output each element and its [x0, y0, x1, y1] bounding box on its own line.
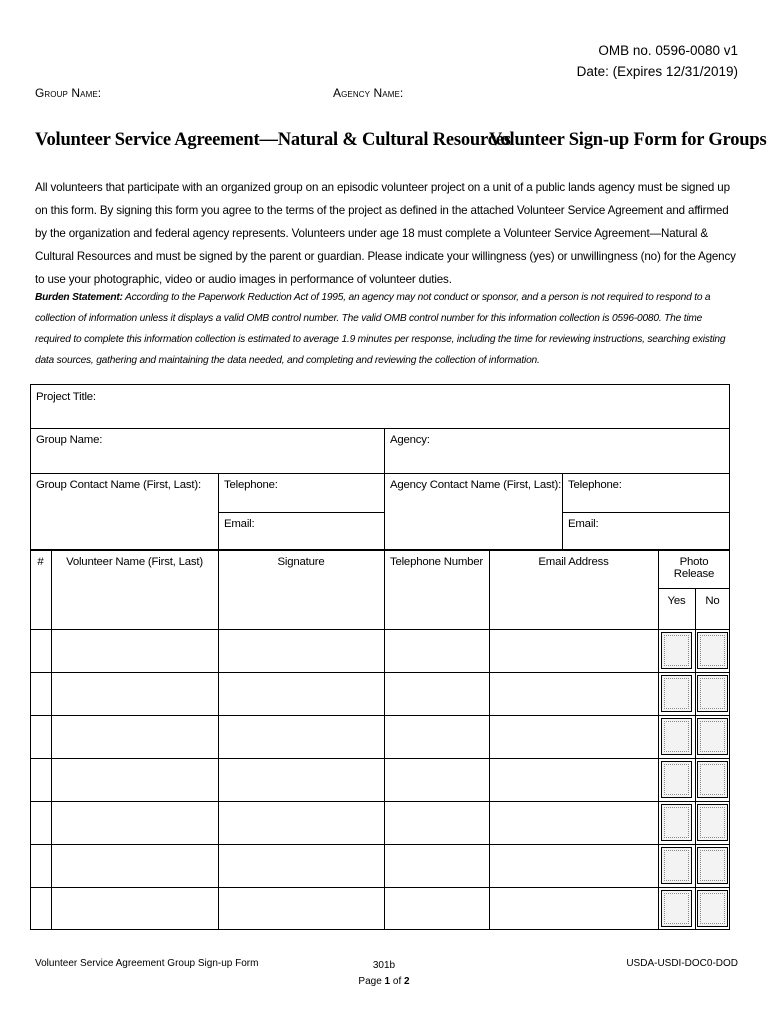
- group-email-field[interactable]: Email:: [224, 518, 255, 530]
- group-contact-field[interactable]: Group Contact Name (First, Last):: [36, 479, 201, 491]
- page-total: 2: [404, 976, 410, 987]
- agency-telephone-field[interactable]: Telephone:: [568, 479, 622, 491]
- agency-field[interactable]: Agency:: [390, 434, 430, 446]
- intro-paragraph: All volunteers that participate with an organized group on an episodic volunteer project on a unit of a public lands agency must be signed up on this form. By signing this form you agree to the terms of the project as defined in the attached Volunteer Service Agreement and affirmed by the organization and federal agency represents. Volunteers under age 18 must complete a Volunteer Service Agreement—Natural & Cultural Resources and must be signed by the parent or guardian. Please indicate your willingness (yes) or unwillingness (no) for the Agency to use your photographic, video or audio images in performance of volunteer duties.: [35, 181, 736, 286]
- form-title: Volunteer Sign-up Form for Groups: [489, 130, 767, 150]
- group-name-field[interactable]: Group Name:: [36, 434, 103, 446]
- burden-label: Burden Statement:: [35, 292, 123, 303]
- photo-no-checkbox[interactable]: [697, 890, 728, 927]
- burden-statement: [35, 287, 740, 371]
- col-photo-no: No: [705, 595, 720, 607]
- agency-email-field[interactable]: Email:: [568, 518, 599, 530]
- omb-info: [577, 40, 738, 82]
- photo-yes-checkbox[interactable]: [661, 890, 692, 927]
- photo-yes-checkbox[interactable]: [661, 761, 692, 798]
- photo-yes-checkbox[interactable]: [661, 718, 692, 755]
- col-signature: Signature: [277, 556, 325, 568]
- footer-form-number: 301b: [372, 960, 396, 971]
- photo-no-checkbox[interactable]: [697, 847, 728, 884]
- agency-name-header-label: Agency Name:: [333, 86, 404, 100]
- photo-no-checkbox[interactable]: [697, 761, 728, 798]
- photo-yes-checkbox[interactable]: [661, 847, 692, 884]
- photo-yes-checkbox[interactable]: [661, 804, 692, 841]
- photo-yes-checkbox[interactable]: [661, 632, 692, 669]
- burden-text: According to the Paperwork Reduction Act of 1995, an agency may not conduct or sponsor, and a person is not required to respond to a collection of information unless it displays a valid OMB control number. The valid OMB control number for this information collection is 0596-0080. The time required to complete this information collection is estimated to average 1.9 minutes per response, including the time for reviewing instructions, searching existing data sources, gathering and maintaining the data needed, and completing and reviewing the collection of information.: [35, 292, 726, 366]
- group-name-header-label: Group Name:: [35, 86, 102, 100]
- col-email: Email Address: [538, 556, 609, 568]
- footer-center: [344, 958, 424, 990]
- photo-no-checkbox[interactable]: [697, 718, 728, 755]
- group-telephone-field[interactable]: Telephone:: [224, 479, 278, 491]
- photo-no-checkbox[interactable]: [697, 804, 728, 841]
- photo-no-checkbox[interactable]: [697, 675, 728, 712]
- col-photo-release: Photo Release: [673, 556, 715, 580]
- footer-form-name: Volunteer Service Agreement Group Sign-up Form: [35, 958, 259, 969]
- page-current: 1: [384, 976, 391, 987]
- agreement-title: Volunteer Service Agreement—Natural & Cultural Resources: [35, 130, 511, 150]
- omb-number: OMB no. 0596-0080 v1: [598, 43, 738, 58]
- project-title-field[interactable]: Project Title:: [36, 391, 96, 403]
- page-prefix: Page: [358, 976, 385, 987]
- volunteer-table: [30, 550, 730, 930]
- photo-yes-checkbox[interactable]: [661, 675, 692, 712]
- footer-agency-codes: USDA-USDI-DOC0-DOD: [626, 958, 738, 969]
- col-photo-yes: Yes: [667, 595, 686, 607]
- agency-contact-field[interactable]: Agency Contact Name (First, Last):: [390, 479, 562, 491]
- project-info-grid: [30, 384, 730, 550]
- col-number: #: [37, 556, 44, 568]
- page-indicator: [344, 974, 424, 990]
- col-volunteer-name: Volunteer Name (First, Last): [66, 556, 203, 568]
- col-telephone: Telephone Number: [389, 556, 484, 568]
- page-of: of: [390, 976, 405, 987]
- expiration-date: Date: (Expires 12/31/2019): [576, 64, 738, 79]
- photo-no-checkbox[interactable]: [697, 632, 728, 669]
